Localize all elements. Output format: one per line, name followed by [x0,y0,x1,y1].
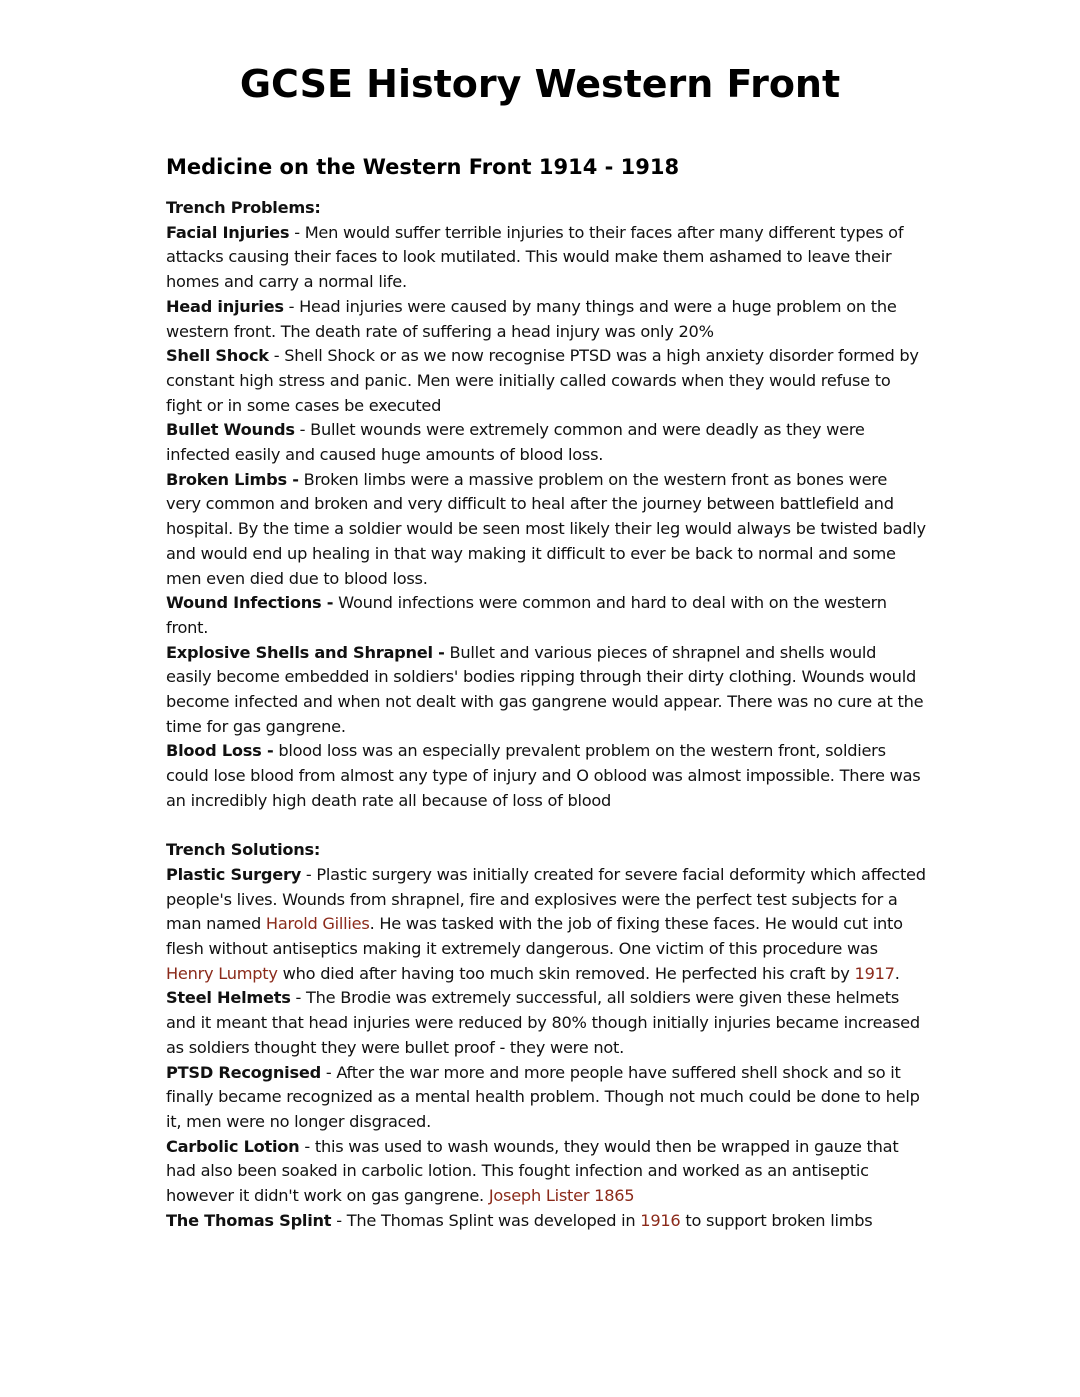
entry-term: Facial Injuries [166,222,290,242]
entry-term: Head injuries [166,296,284,316]
section-heading-solutions: Trench Solutions: [166,840,321,860]
entry-text: Shell Shock or as we now recognise PTSD was a high anxiety disorder formed by constant high stress and panic. Men were initially called cowards when they would refuse to fight or in some cases be executed [166,346,919,415]
entry-separator: - [283,296,300,316]
entry-term: Carbolic Lotion [166,1136,300,1156]
entry-steel-helmets [166,986,926,1060]
entry-wound-infections [166,591,926,640]
entry-separator: - [268,346,285,366]
entry-term: Bullet Wounds [166,420,295,440]
entry-text: blood loss was an especially prevalent problem on the western front, soldiers could lose blood from almost any type of injury and O oblood was almost impossible. There was an incredibly high death rate all because of loss of blood [166,741,921,810]
entry-shell-shock [166,344,926,418]
entry-text: . [894,963,900,983]
entry-separator: - [290,988,306,1008]
entry-text: Wound infections were common and hard to deal with on the western front. [166,593,887,637]
highlight-year-1917: 1917 [854,963,895,983]
entry-text: to support broken limbs [680,1210,873,1230]
entry-text: The Brodie was extremely successful, all soldiers were given these helmets and it meant that head injuries were reduced by 80% though initially injuries became increased as soldiers thought they were bullet proof - they were not. [166,988,920,1057]
entry-text: . He was tasked with the job of fixing these faces. He would cut into flesh without antiseptics making it extremely dangerous. One victim of this procedure was [166,914,903,959]
entry-separator: - [299,1136,315,1156]
entry-term: Steel Helmets [166,988,291,1008]
entry-blood-loss [166,739,926,813]
entry-term: Plastic Surgery [166,864,302,884]
entry-text: who died after having too much skin removed. He perfected his craft by [277,963,855,983]
entry-head-injuries [166,295,926,344]
entry-text: Broken limbs were a massive problem on the western front as bones were very common and broken and very difficult to heal after the journey between battlefield and hospital. By the time a soldier would be seen most likely their leg would always be twisted badly and would end up healing in that way making it difficult to ever be back to normal and some men even died due to blood loss. [166,469,926,588]
entry-separator: - [289,222,305,242]
highlight-joseph-lister: Joseph Lister 1865 [488,1186,635,1206]
document-title: GCSE History Western Front [239,62,841,106]
entry-carbolic-lotion [166,1135,926,1209]
section-heading-problems: Trench Problems: [166,198,321,217]
entry-text: After the war more and more people have suffered shell shock and so it finally became recognized as a mental health problem. Though not much could be done to help it, men were no longer disgraced. [166,1062,920,1131]
entry-term: PTSD Recognised [166,1062,321,1082]
entry-term: Shell Shock [166,346,269,366]
document-subtitle: Medicine on the Western Front 1914 - 1918 [166,155,680,179]
entry-thomas-splint [166,1209,926,1234]
highlight-year-1916: 1916 [640,1210,681,1230]
entry-text: Men would suffer terrible injuries to their faces after many different types of attacks causing their faces to look mutilated. This would make them ashamed to leave their homes and carry a normal life. [166,222,904,292]
entry-facial-injuries [166,221,926,295]
entry-term: The Thomas Splint [166,1210,332,1230]
entry-separator: - [320,1062,337,1082]
entry-term: Broken Limbs - [166,469,299,489]
highlight-harold-gillies: Harold Gillies [265,914,370,934]
entry-separator: - [331,1210,347,1230]
entry-text: Head injuries were caused by many things and were a huge problem on the western front. The death rate of suffering a head injury was only 20% [166,296,897,341]
entry-separator: - [294,420,311,440]
entry-plastic-surgery [166,863,926,987]
paragraph-spacer [166,814,926,839]
entry-separator: - [301,864,317,884]
entry-broken-limbs [166,468,926,592]
entry-text: Bullet wounds were extremely common and were deadly as they were infected easily and caused huge amounts of blood loss. [166,420,865,465]
entry-text: Bullet and various pieces of shrapnel and shells would easily become embedded in soldiers' bodies ripping through their dirty clothing. Wounds would become infected and when not dealt with gas gangrene would appear. There was no cure at the time for gas gangrene. [166,642,924,736]
entry-term: Blood Loss - [166,741,274,761]
entry-ptsd-recognised [166,1061,926,1135]
entry-explosive-shells [166,641,926,740]
document-body [166,196,926,1234]
highlight-henry-lumpty: Henry Lumpty [166,963,278,983]
entry-term: Explosive Shells and Shrapnel - [166,642,445,662]
entry-text: Plastic surgery was initially created for severe facial deformity which affected people's lives. Wounds from shrapnel, fire and explosives were the perfect test subjects for a man named [166,864,926,934]
entry-bullet-wounds [166,418,926,467]
entry-text: this was used to wash wounds, they would then be wrapped in gauze that had also been soaked in carbolic lotion. This fought infection and worked as an antiseptic however it didn't work on gas gangrene. [166,1136,899,1206]
entry-text: The Thomas Splint was developed in [346,1210,641,1230]
entry-term: Wound Infections - [166,593,334,613]
